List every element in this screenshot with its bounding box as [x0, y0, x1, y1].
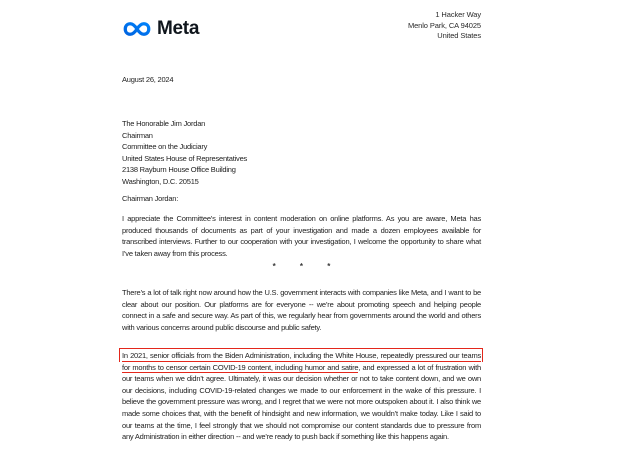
meta-infinity-icon: [122, 19, 152, 39]
address-line: 1 Hacker Way: [435, 10, 481, 19]
paragraph-covid-pressure: [122, 350, 481, 443]
red-underlined-text: In 2021, senior officials from the Biden Administration, including the White House, repeatedly pressured our teams for months to censor certain COVID-19 content, including humor and satire: [122, 351, 481, 372]
recipient-line: United States House of Representatives: [122, 153, 248, 163]
recipient-line: 2138 Rayburn House Office Building: [122, 165, 236, 175]
recipient-line: Chairman: [122, 130, 153, 140]
recipient-line: Washington, D.C. 20515: [122, 176, 199, 186]
letter-body: [122, 0, 481, 460]
letterhead: [122, 10, 481, 42]
address-line: United States: [437, 31, 481, 40]
recipient-address-block: [122, 118, 247, 188]
letter-date: August 26, 2024: [122, 75, 174, 84]
recipient-line: The Honorable Jim Jordan: [122, 119, 206, 128]
salutation: Chairman Jordan:: [122, 194, 179, 203]
meta-logo: [122, 18, 199, 40]
paragraph-text: , and expressed a lot of frustration with our teams when we didn’t agree. Ultimately, it was our decision whether or not to take content down, and we own our decisions, including COVID-19-related changes we made to our enforcement in the wake of this pressure. I believe the government pressure was wrong, and I regret that we were not more outspoken about it. I also think we made some choices that, with the benefit of hindsight and new information, we wouldn’t make today. Like I said to our teams at the time, I feel strongly that we should not compromise our content standards due to pressure from any Administration in either direction -- and we’re ready to push back if something like this happens again.: [122, 362, 481, 442]
sender-address: [408, 10, 481, 42]
address-line: Menlo Park, CA 94025: [407, 20, 481, 30]
meta-wordmark: Meta: [157, 18, 200, 39]
section-separator: * * *: [272, 262, 331, 271]
paragraph-position: There’s a lot of talk right now around how the U.S. government interacts with companies like Meta, and I want to be clear about our position. Our platforms are for everyone -- we’re about promoting speech and helping people connect in a safe and secure way. As part of this, we regularly hear from governments around the world and others with various concerns around public discourse and public safety.: [122, 288, 481, 332]
recipient-line: Committee on the Judiciary: [122, 142, 208, 152]
paragraph-introduction: I appreciate the Committee’s interest in content moderation on online platforms. As you are aware, Meta has produced thousands of documents as part of your investigation and made a dozen employees available for transcribed interviews. Further to our cooperation with your investigation, I welcome the opportunity to share what I’ve taken away from this process.: [122, 214, 481, 258]
